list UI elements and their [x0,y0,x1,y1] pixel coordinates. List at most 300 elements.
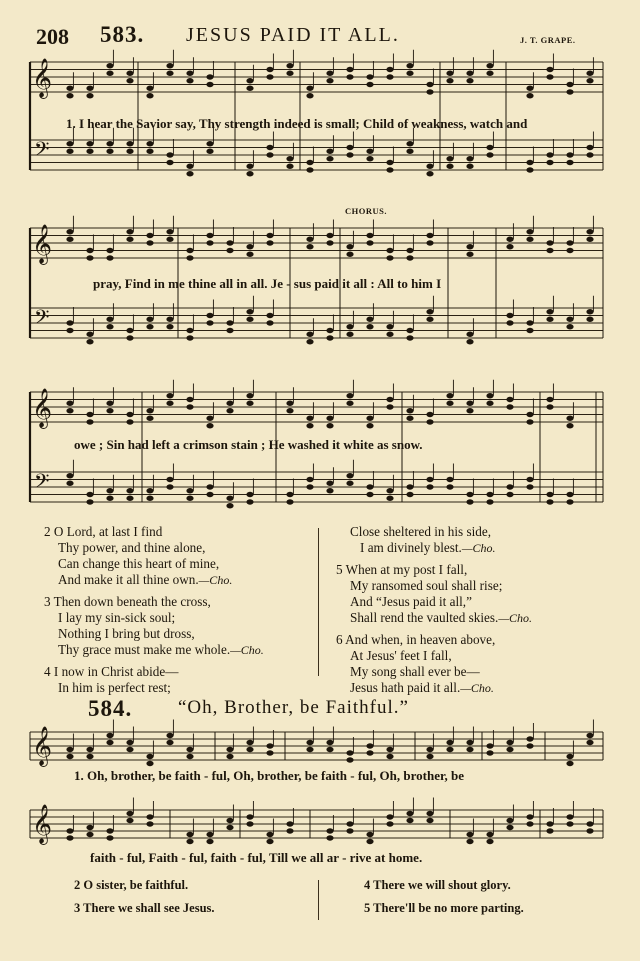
note-head [246,86,253,91]
verse-line: In him is perfect rest; [58,680,171,695]
note-head [346,757,353,762]
note-head [126,818,133,823]
note-head [306,332,313,337]
note-head [66,754,73,759]
note-head [166,733,173,738]
note-head [346,145,353,150]
chorus-ref: —Cho. [460,681,494,695]
note-head [126,237,133,242]
note-head [326,233,333,238]
note-head [66,835,73,840]
note-head [206,484,213,489]
note-head [406,328,413,333]
note-head [166,152,173,157]
note-head [546,67,553,72]
note-head [126,149,133,154]
note-head [146,233,153,238]
note-head [206,832,213,837]
note-head [146,317,153,322]
note-head [266,313,273,318]
chorus-ref: —Cho. [461,541,496,555]
note-head [66,237,73,242]
note-head [466,244,473,249]
note-head [446,401,453,406]
note-head [186,747,193,752]
note-head [66,320,73,325]
note-head [226,818,233,823]
note-head [446,78,453,83]
note-head [506,492,513,497]
note-head [146,416,153,421]
treble-clef-icon: 𝄞 [32,388,53,428]
note-head [146,496,153,501]
bass-staff [30,305,603,338]
note-head [146,240,153,245]
verse-5 [336,562,532,626]
note-head [566,821,573,826]
note-head [406,248,413,253]
note-head [86,141,93,146]
note-head [406,492,413,497]
note-head [426,233,433,238]
chorus-ref: —Cho. [230,643,264,657]
bass-clef-icon: 𝄢 [34,137,50,166]
page-number: 208 [36,24,69,49]
note-head [386,160,393,165]
note-head [486,832,493,837]
note-head [346,828,353,833]
note-head [306,86,313,91]
lyric-line-3: owe ; Sin had left a crimson stain ; He washed it white as snow. [74,437,423,452]
note-head [246,78,253,83]
note-head [406,71,413,76]
note-head [386,74,393,79]
note-head [186,71,193,76]
note-head [366,74,373,79]
note-head [386,404,393,409]
note-head [526,328,533,333]
note-head [306,423,313,428]
note-head [466,740,473,745]
note-head [166,484,173,489]
note-head [146,408,153,413]
note-head [246,244,253,249]
note-group [66,798,593,845]
note-head [566,499,573,504]
note-head [126,488,133,493]
note-head [146,488,153,493]
note-head [466,156,473,161]
verse-line: I lay my sin-sick soul; [58,610,176,625]
hymn-title: JESUS PAID IT ALL. [186,24,400,46]
note-head [86,255,93,260]
note-head [66,473,73,478]
note-head [326,328,333,333]
note-head [186,488,193,493]
note-head [206,82,213,87]
note-head [526,419,533,424]
note-head [386,324,393,329]
note-head [226,320,233,325]
note-head [246,164,253,169]
note-head [366,750,373,755]
verse-line: Close sheltered in his side, [350,524,492,539]
note-head [266,145,273,150]
chorus-label: CHORUS. [345,206,387,216]
chorus-ref: —Cho. [198,573,233,587]
note-head [446,156,453,161]
note-head [326,828,333,833]
note-head [526,86,533,91]
note-head [566,240,573,245]
verse-2 [44,524,264,588]
note-head [506,244,513,249]
hymn-number: 583. [100,22,145,47]
verse-line: My song shall ever be— [350,664,480,679]
note-head [526,160,533,165]
note-head [406,416,413,421]
note-head [166,401,173,406]
note-head [146,821,153,826]
note-head [566,754,573,759]
note-head [266,67,273,72]
note-head [546,317,553,322]
note-head [226,747,233,752]
note-head [446,71,453,76]
note-head [346,74,353,79]
note-head [326,740,333,745]
note-head [386,255,393,260]
note-head [426,818,433,823]
note-head [386,754,393,759]
note-head [206,423,213,428]
verse-line: 5 When at my post I fall, [336,562,468,577]
note-head [506,404,513,409]
note-head [126,496,133,501]
note-head [166,317,173,322]
note-head [246,821,253,826]
note-head [566,423,573,428]
note-head [146,141,153,146]
note-head [126,71,133,76]
note-head [206,839,213,844]
note-head [526,821,533,826]
note-head [526,412,533,417]
note-head [106,149,113,154]
note-head [166,237,173,242]
note-head [586,152,593,157]
verse-line: At Jesus' feet I fall, [350,648,452,663]
bass-clef-icon: 𝄢 [34,469,50,498]
note-head [326,835,333,840]
note-head [106,835,113,840]
note-head [326,240,333,245]
note-head [106,63,113,68]
note-head [306,416,313,421]
note-head [66,93,73,98]
note-head [66,828,73,833]
note-head [146,324,153,329]
note-head [286,156,293,161]
note-head [426,89,433,94]
note-head [106,317,113,322]
treble-staff [30,62,603,92]
note-head [426,412,433,417]
note-head [526,93,533,98]
verse-4 [44,664,264,696]
note-head [186,397,193,402]
note-head [506,313,513,318]
note-head [106,141,113,146]
note-head [126,747,133,752]
note-head [306,740,313,745]
note-head [406,63,413,68]
note-head [86,339,93,344]
note-head [246,492,253,497]
note-head [86,499,93,504]
treble-staff [30,228,603,258]
bass-staff [30,469,603,502]
note-head [86,492,93,497]
note-head [66,229,73,234]
note-head [506,747,513,752]
note-head [466,747,473,752]
note-head [186,335,193,340]
note-head [506,320,513,325]
note-head [286,408,293,413]
note-head [306,237,313,242]
note-head [326,481,333,486]
note-head [546,397,553,402]
note-head [86,412,93,417]
note-head [226,408,233,413]
lyric-line-1: 1. I hear the Savior say, Thy strength indeed is small; Child of weakness, watch and [66,116,528,131]
note-head [86,149,93,154]
note-head [386,488,393,493]
note-head [366,423,373,428]
note-head [146,149,153,154]
note-head [566,416,573,421]
note-head [486,839,493,844]
note-head [406,255,413,260]
note-head [86,747,93,752]
note-head [186,248,193,253]
note-head [386,747,393,752]
note-head [466,408,473,413]
note-head [486,63,493,68]
note-head [526,484,533,489]
note-head [426,811,433,816]
verse-line: And “Jesus paid it all,” [350,594,472,609]
note-head [446,484,453,489]
treble-clef-icon: 𝄞 [32,224,53,264]
note-head [186,78,193,83]
note-head [426,171,433,176]
note-head [186,832,193,837]
note-head [386,814,393,819]
note-head [246,317,253,322]
note-head [286,499,293,504]
note-head [566,89,573,94]
verse-line: And make it all thine own. [58,572,199,587]
note-head [526,229,533,234]
note-head [186,754,193,759]
note-head [506,237,513,242]
note-head [526,237,533,242]
note-head [526,743,533,748]
note-head [286,71,293,76]
note-head [226,401,233,406]
verses-right-column [336,524,532,696]
note-head [266,743,273,748]
note-head [546,160,553,165]
note-head [366,484,373,489]
note-head [246,393,253,398]
note-head [226,496,233,501]
note-head [66,141,73,146]
verse-line: 2 O Lord, at last I find [44,524,163,539]
note-head [586,71,593,76]
note-head [126,412,133,417]
note-head [66,328,73,333]
treble-clef-icon: 𝄞 [32,726,53,767]
note-head [366,156,373,161]
note-head [286,828,293,833]
note-group [66,296,593,345]
note-head [446,164,453,169]
note-head [546,309,553,314]
note-head [366,743,373,748]
note-head [106,740,113,745]
note-head [66,86,73,91]
note-head [386,397,393,402]
note-head [346,244,353,249]
hymn-2-verse-3: 3 There we shall see Jesus. [74,901,215,915]
note-head [266,233,273,238]
note-head [306,160,313,165]
note-head [206,313,213,318]
note-head [186,839,193,844]
note-head [226,328,233,333]
composer-credit: J. T. GRAPE. [520,35,576,45]
verse-6 [336,632,532,696]
note-head [486,492,493,497]
note-group [66,50,593,99]
treble-clef-icon: 𝄞 [32,804,53,845]
note-head [426,484,433,489]
lyric-line-5: faith - ful, Faith - ful, faith - ful, Till we all ar - rive at home. [90,850,423,865]
note-head [366,324,373,329]
note-head [506,818,513,823]
note-head [566,160,573,165]
note-head [366,240,373,245]
note-head [106,71,113,76]
note-head [266,320,273,325]
note-head [86,93,93,98]
note-head [66,149,73,154]
note-head [246,499,253,504]
note-head [86,825,93,830]
treble-staff [30,810,603,838]
note-head [566,82,573,87]
verse-line: Thy grace must make me whole. [58,642,231,657]
note-head [366,149,373,154]
note-head [206,233,213,238]
note-head [106,488,113,493]
note-head [86,86,93,91]
note-head [366,317,373,322]
note-head [426,747,433,752]
note-head [306,477,313,482]
note-head [346,324,353,329]
note-head [186,328,193,333]
note-head [346,481,353,486]
note-head [406,149,413,154]
note-head [246,747,253,752]
note-head [466,339,473,344]
note-head [346,393,353,398]
note-head [266,839,273,844]
note-head [326,71,333,76]
note-head [266,152,273,157]
note-head [206,240,213,245]
note-head [246,171,253,176]
note-head [486,750,493,755]
note-head [286,401,293,406]
note-head [206,149,213,154]
note-head [486,393,493,398]
note-head [386,821,393,826]
note-head [426,82,433,87]
note-head [506,740,513,745]
note-head [306,244,313,249]
note-head [466,332,473,337]
note-head [166,477,173,482]
note-head [466,832,473,837]
note-head [246,309,253,314]
note-head [66,401,73,406]
bass-clef-icon: 𝄢 [34,305,50,334]
note-head [106,828,113,833]
note-head [286,821,293,826]
note-head [66,481,73,486]
note-head [326,416,333,421]
lyric-line-4: 1. Oh, brother, be faith - ful, Oh, brother, be faith - ful, Oh, brother, be [74,768,465,783]
note-head [486,71,493,76]
note-head [466,492,473,497]
note-head [246,814,253,819]
note-head [426,317,433,322]
note-head [566,492,573,497]
note-head [326,747,333,752]
lyric-line-2: pray, Find in me thine all in all. Je - sus paid it all : All to him I [93,276,442,291]
note-head [466,499,473,504]
verse-line: Nothing I bring but dross, [58,626,195,641]
note-head [466,164,473,169]
note-head [106,324,113,329]
note-head [126,229,133,234]
note-head [486,499,493,504]
note-head [546,499,553,504]
note-head [306,93,313,98]
note-head [186,171,193,176]
note-head [166,324,173,329]
note-head [426,309,433,314]
note-head [586,733,593,738]
note-head [346,152,353,157]
hymn-2-verse-4: 4 There we will shout glory. [364,878,511,892]
note-head [566,248,573,253]
